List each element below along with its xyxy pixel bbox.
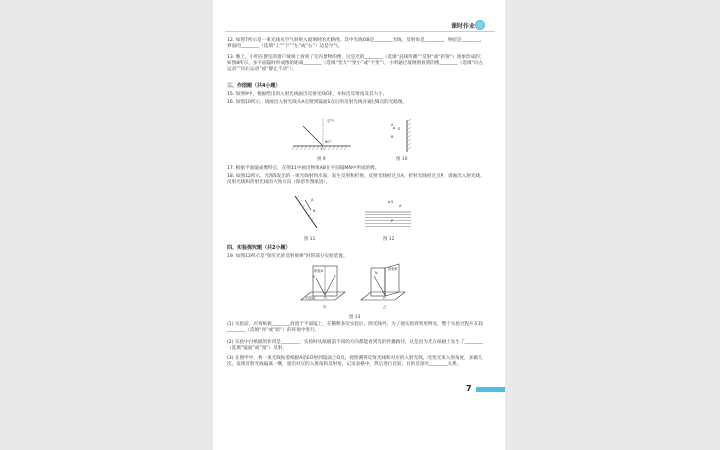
question-17: 17. 根据平面镜成像特点，在图11中画出物体AB在平面镜MN中所成的像。 — [227, 166, 380, 171]
fig12-point-s: S — [391, 200, 394, 204]
fig12-point-a: A — [399, 204, 402, 208]
question-13: 13. 晚上，小明在教室的窗户玻璃上看到了室内景物的像，这是光的________（选填“直线传播”“反射”或“折射”）现象形成的；如图8所示，多平面镜时所成像的距离________（选填“变大”“变小”或“不变”），小明通过玻璃窗看到的像________（选填“向左运动”“向右运动”或“静止不动”）。 — [227, 55, 485, 73]
fig13a-mirror-label: 平面镜 — [305, 296, 316, 300]
fig13a-point-e: E — [313, 275, 316, 279]
fig13-caption: 图 13 — [349, 315, 361, 320]
fig13a-ray-of — [325, 278, 334, 295]
figure-11 — [289, 192, 327, 234]
section-drawing-title: 三、作图题（共4小题） — [227, 83, 281, 89]
fig10-caption: 图 10 — [396, 157, 408, 162]
header-badge-icon — [475, 20, 485, 30]
fig10-point-s: S — [398, 127, 401, 131]
fig13a-sub: 甲 — [323, 305, 327, 309]
section-experiment-title: 四、实验探究题（共2小题） — [227, 245, 291, 251]
fig12-dot-s — [388, 201, 390, 203]
fig10-hatching — [407, 119, 411, 150]
header-title: 课时作业 — [450, 23, 475, 30]
fig9-caption: 图 9 — [317, 157, 326, 162]
question-19: 19. 如图13所示是“探究光的反射规律”时的部分实验装置。 — [227, 254, 348, 259]
fig11-point-b: B — [313, 209, 316, 213]
header-divider — [225, 31, 495, 32]
question-19-part-1: (1) 实验前，应将纸板________放置于平面镜上，在稀释多次实验后，除光线外，为了使实验效果更明显，整个实验过程应在较________（选填“亮”或“暗”）的环境中进行。 — [227, 322, 484, 334]
figure-12 — [361, 196, 415, 232]
question-18: 18. 如图12所示，光源S发出的一束光线射到水面，发生反射和折射，反射光线经过点A，折射光线经过点P，请画出入射光线、反射光线和折射光线的大致方向（保留作图痕迹）。 — [227, 174, 485, 186]
document-page — [213, 0, 505, 450]
figure-9 — [291, 112, 353, 156]
question-19-part-2: (2) 实验中白纸板的作用是________；实验时从纸板前不同的方向都能看到光的传播路径，这是因为光在纸板上发生了________（选填“镜面”或“漫”）反射。 — [227, 340, 484, 352]
fig13b-point-o: O — [383, 296, 386, 300]
fig11-caption: 图 11 — [304, 237, 316, 242]
fig13a-point-o: O — [324, 296, 327, 300]
question-16: 16. 如图10所示，请画出入射光线从A点射到镜面S点后的反射光线并通过B点的光路图。 — [227, 100, 408, 105]
fig11-point-a: A — [311, 198, 314, 202]
question-12: 12. 如图7所示是一束光线从空气斜射入玻璃时的光路图，其中光线OB是________光线，反射角是________，界面是________，界面的________（选填“上”“下”“左”或“右”）边是空气。 — [227, 38, 485, 50]
figure-10 — [385, 116, 417, 154]
fig12-caption: 图 12 — [383, 237, 395, 242]
fig10-point-b: B — [391, 135, 394, 139]
question-15: 15. 如图9中，根据给出的入射光线画出反射光线OF，并标出反射角及其大小。 — [227, 92, 388, 97]
fig13b-point-n: N — [375, 271, 378, 275]
figure-13 — [295, 262, 415, 312]
page-header — [213, 0, 505, 34]
fig9-angle: 60° — [325, 140, 332, 144]
fig10-point-a: A — [391, 123, 394, 127]
fig12-water-pattern — [365, 214, 411, 227]
page-number-bar — [476, 387, 505, 392]
fig10-dot-a — [393, 127, 395, 129]
fig13a-board-label: 纸板A — [314, 269, 324, 273]
fig9-point-o: O — [321, 147, 324, 151]
fig9-hatching — [292, 146, 347, 150]
fig9-label-air: 空气 — [327, 119, 335, 123]
fig13a-ray-eo — [316, 278, 325, 295]
page-number: 7 — [466, 384, 472, 393]
fig9-incident-ray — [303, 126, 323, 146]
fig13b-sub: 乙 — [383, 305, 387, 309]
fig13a-point-f: F — [334, 275, 336, 279]
fig13b-board-label: 纸板B — [388, 267, 398, 271]
question-19-part-3: (3) 在图甲中，将一束光线贴着纸板A沿EO射到镜面上O点，观察测得反射光线和对应的入射光线，改变光束入射角度，多做几次，发现反射光线偏离一侧，量出对应的入射角和反射角，记录表格中，然后进行比较，目的是探究________关系。 — [227, 356, 483, 368]
fig12-point-p: P — [391, 219, 394, 223]
